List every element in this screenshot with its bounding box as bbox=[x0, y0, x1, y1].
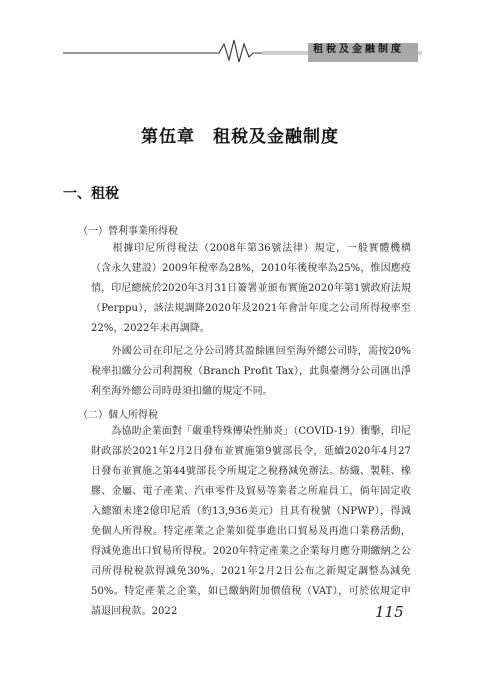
paragraph-corporate-tax-rate: 根據印尼所得稅法（2008年第36號法律）規定，一般實體機構（含永久建設）2009年稅率為28%，2010年後稅率為25%，惟因應疫情，印尼總統於2020年3月31日簽署並頒布實施2020年第1號政府法規（Perppu），該法規調降2020年及2021年會計年度之公司所得稅率至22%，2022年未再調降。 bbox=[91, 243, 411, 334]
running-header bbox=[0, 30, 480, 70]
page-number: 115 bbox=[375, 603, 404, 621]
paragraph-branch-profit-tax: 外國公司在印尼之分公司將其盈餘匯回至海外總公司時，需按20%稅率扣繳分公司利潤稅（Branch Profit Tax），此與臺灣分公司匯出淨利至海外總公司時毋須扣繳的規定不同。 bbox=[91, 346, 411, 397]
section-heading: 一、租稅 bbox=[63, 186, 119, 202]
subsection-heading-corporate-tax: （一）營利事業所得稅 bbox=[78, 226, 178, 237]
heartbeat-line-icon bbox=[0, 30, 480, 70]
chapter-title: 第伍章 租稅及金融制度 bbox=[141, 127, 339, 147]
subsection-heading-personal-tax: （二）個人所得稅 bbox=[78, 410, 158, 421]
paragraph-covid-tax-relief: 為協助企業面對「嚴重特殊傳染性肺炎」（COVID-19）衝擊，印尼財政部於2021年2月2日發布並實施第9號部長令，延續2020年4月27日發布並實施之第44號部長令所規定之稅務減免辦法。紡織、製鞋、橡膠、金屬、電子產業、汽車零件及貿易等業者之所雇員工，倘年固定收入總額未達2億印尼盾（約13,936美元）且具有稅號（NPWP），得減免個人所得稅。特定產業之企業如從事進出口貿易及再進口業務活動，得減免進出口貿易所得稅。2020年特定產業之企業每月應分期繳納之公司所得稅稅款得減免30%，2021年2月2日公布之新規定調整為減免50%。特定產業之企業，如已繳納附加價值稅（VAT），可於依規定申請退回稅款。2022 bbox=[91, 426, 411, 617]
running-header-title: 租稅及金融制度 bbox=[313, 44, 404, 55]
